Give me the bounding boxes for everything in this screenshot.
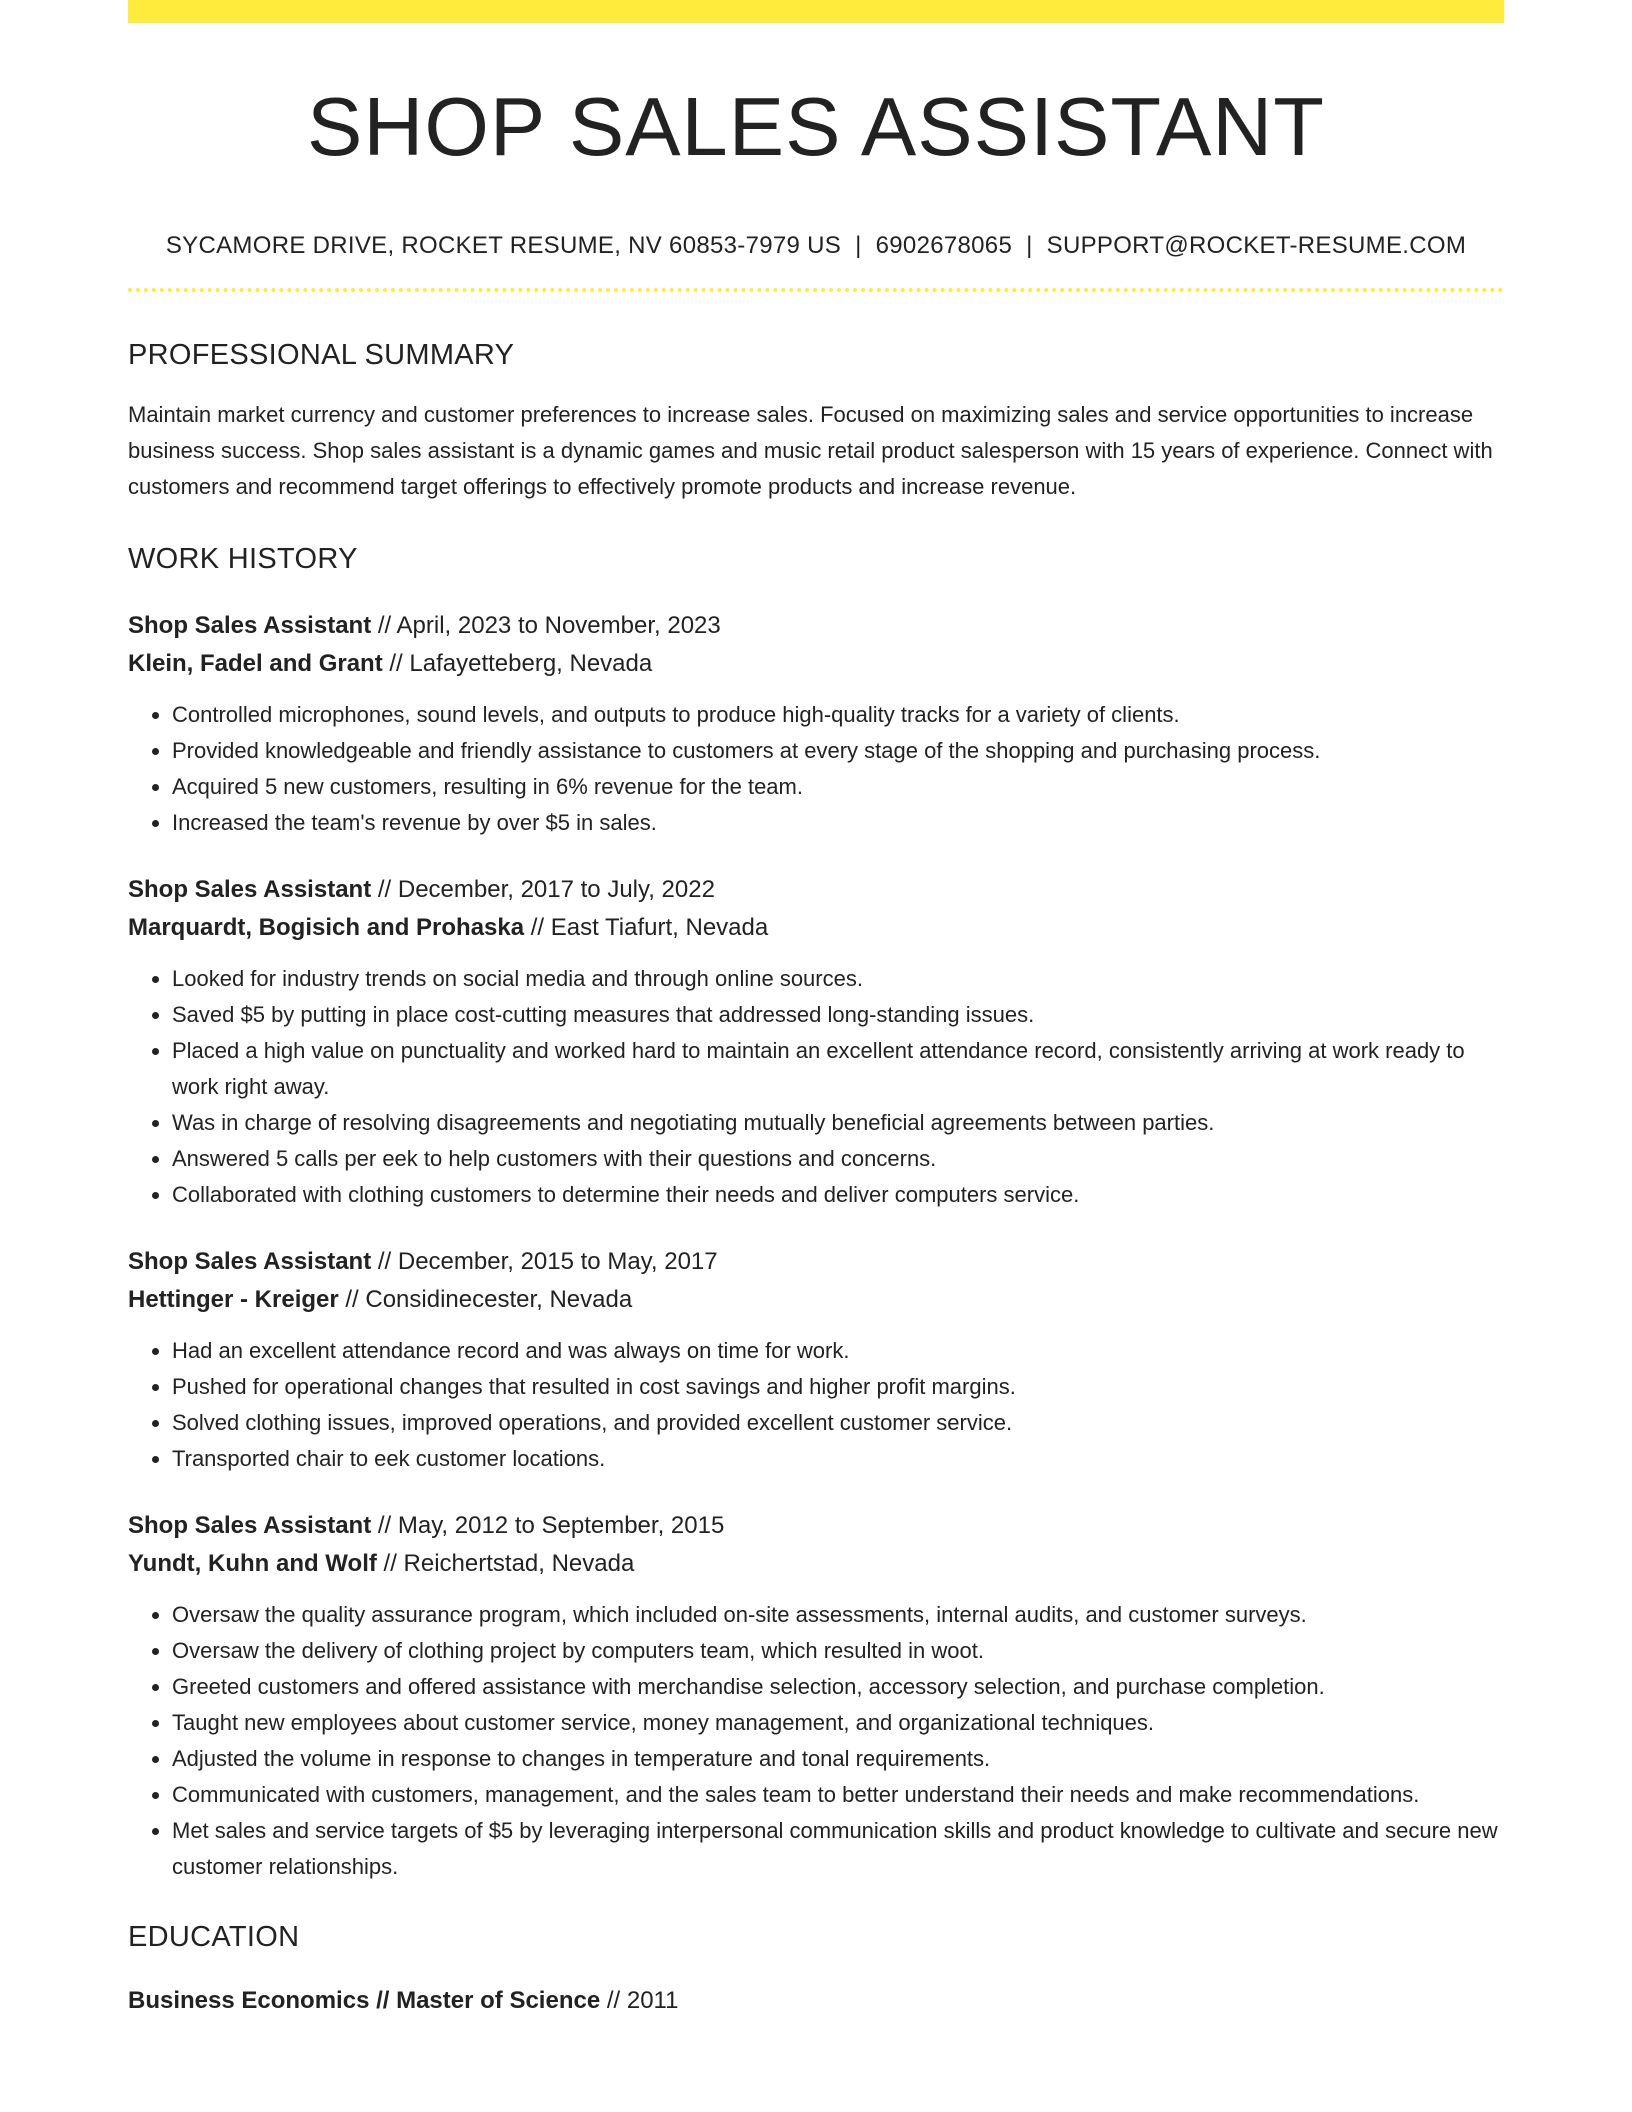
job-role: Shop Sales Assistant <box>128 1248 372 1275</box>
job-entry <box>128 607 1504 841</box>
job-company: Hettinger - Kreiger <box>128 1286 339 1313</box>
job-bullet: • Provided knowledgeable and friendly assistance to customers at every stage of the shopping and purchasing process. <box>172 733 1504 769</box>
contact-phone: 6902678065 <box>875 232 1013 259</box>
job-bullet: • Controlled microphones, sound levels, and outputs to produce high-quality tracks for a variety of clients. <box>172 697 1504 733</box>
job-entry <box>128 871 1504 1213</box>
job-location: // Considinecester, Nevada <box>338 1286 633 1313</box>
job-dates: // December, 2017 to July, 2022 <box>371 876 715 903</box>
job-dates: // May, 2012 to September, 2015 <box>371 1512 725 1539</box>
job-bullet: • Looked for industry trends on social media and through online sources. <box>172 961 1504 997</box>
job-title-line <box>128 607 1504 645</box>
job-entry <box>128 1243 1504 1477</box>
job-role: Shop Sales Assistant <box>128 876 372 903</box>
job-location: // East Tiafurt, Nevada <box>524 914 769 941</box>
job-bullet-list <box>128 697 1504 841</box>
job-bullet: • Was in charge of resolving disagreements and negotiating mutually beneficial agreements between parties. <box>172 1105 1504 1141</box>
job-bullet: • Increased the team's revenue by over $5 in sales. <box>172 805 1504 841</box>
job-bullet: • Adjusted the volume in response to changes in temperature and tonal requirements. <box>172 1741 1504 1777</box>
job-bullet: • Solved clothing issues, improved operations, and provided excellent customer service. <box>172 1405 1504 1441</box>
contact-separator: | <box>1026 232 1033 259</box>
work-history-heading: WORK HISTORY <box>128 543 358 575</box>
contact-separator: | <box>855 232 862 259</box>
summary-heading: PROFESSIONAL SUMMARY <box>128 339 515 371</box>
education-entry <box>128 1982 1504 2020</box>
job-bullet: • Pushed for operational changes that resulted in cost savings and higher profit margins. <box>172 1369 1504 1405</box>
job-bullet: • Taught new employees about customer service, money management, and organizational techniques. <box>172 1705 1504 1741</box>
job-company-line <box>128 1281 1504 1319</box>
education-degree: Business Economics // Master of Science <box>128 1987 601 2014</box>
job-company: Yundt, Kuhn and Wolf <box>128 1550 377 1577</box>
job-bullet: • Greeted customers and offered assistance with merchandise selection, accessory selection, and purchase completion. <box>172 1669 1504 1705</box>
job-company-line <box>128 1545 1504 1583</box>
job-bullet: • Oversaw the delivery of clothing project by computers team, which resulted in woot. <box>172 1633 1504 1669</box>
job-bullet: • Saved $5 by putting in place cost-cutting measures that addressed long-standing issues. <box>172 997 1504 1033</box>
job-bullet-list <box>128 961 1504 1213</box>
job-company: Marquardt, Bogisich and Prohaska <box>128 914 525 941</box>
job-company-line <box>128 909 1504 947</box>
job-bullet-list <box>128 1597 1504 1885</box>
job-bullet: • Answered 5 calls per eek to help customers with their questions and concerns. <box>172 1141 1504 1177</box>
job-bullet: • Transported chair to eek customer locations. <box>172 1441 1504 1477</box>
top-accent-bar <box>128 0 1504 23</box>
contact-line <box>128 232 1504 260</box>
job-bullet: • Communicated with customers, management, and the sales team to better understand their needs and make recommendations. <box>172 1777 1504 1813</box>
work-history-list <box>128 607 1504 1885</box>
job-dates: // December, 2015 to May, 2017 <box>371 1248 718 1275</box>
job-title-line <box>128 1243 1504 1281</box>
contact-address: SYCAMORE DRIVE, ROCKET RESUME, NV 60853-7979 US <box>165 232 842 259</box>
job-bullet-list <box>128 1333 1504 1477</box>
job-bullet: • Collaborated with clothing customers to determine their needs and deliver computers service. <box>172 1177 1504 1213</box>
summary-text: Maintain market currency and customer preferences to increase sales. Focused on maximizing sales and service opportunities to increase business success. Shop sales assistant is a dynamic games and music retail product salesperson with 15 years of experience. Connect with customers and recommend target offerings to effectively promote products and increase revenue. <box>128 402 1493 499</box>
resume-name: SHOP SALES ASSISTANT <box>307 80 1325 173</box>
job-role: Shop Sales Assistant <box>128 1512 372 1539</box>
job-location: // Reichertstad, Nevada <box>376 1550 635 1577</box>
education-year: // 2011 <box>600 1987 679 2014</box>
resume-page <box>128 0 1504 2020</box>
job-dates: // April, 2023 to November, 2023 <box>371 612 721 639</box>
dotted-divider <box>128 288 1504 292</box>
job-bullet: • Acquired 5 new customers, resulting in 6% revenue for the team. <box>172 769 1504 805</box>
job-company-line <box>128 645 1504 683</box>
education-heading: EDUCATION <box>128 1921 300 1953</box>
job-bullet: • Had an excellent attendance record and was always on time for work. <box>172 1333 1504 1369</box>
job-bullet: • Placed a high value on punctuality and worked hard to maintain an excellent attendance record, consistently arriving at work ready to work right away. <box>172 1033 1504 1105</box>
job-role: Shop Sales Assistant <box>128 612 372 639</box>
contact-email: SUPPORT@ROCKET-RESUME.COM <box>1046 232 1467 259</box>
job-company: Klein, Fadel and Grant <box>128 650 383 677</box>
job-title-line <box>128 871 1504 909</box>
job-bullet: • Met sales and service targets of $5 by leveraging interpersonal communication skills and product knowledge to cultivate and secure new customer relationships. <box>172 1813 1504 1885</box>
job-title-line <box>128 1507 1504 1545</box>
job-bullet: • Oversaw the quality assurance program, which included on-site assessments, internal audits, and customer surveys. <box>172 1597 1504 1633</box>
job-entry <box>128 1507 1504 1885</box>
job-location: // Lafayetteberg, Nevada <box>382 650 653 677</box>
